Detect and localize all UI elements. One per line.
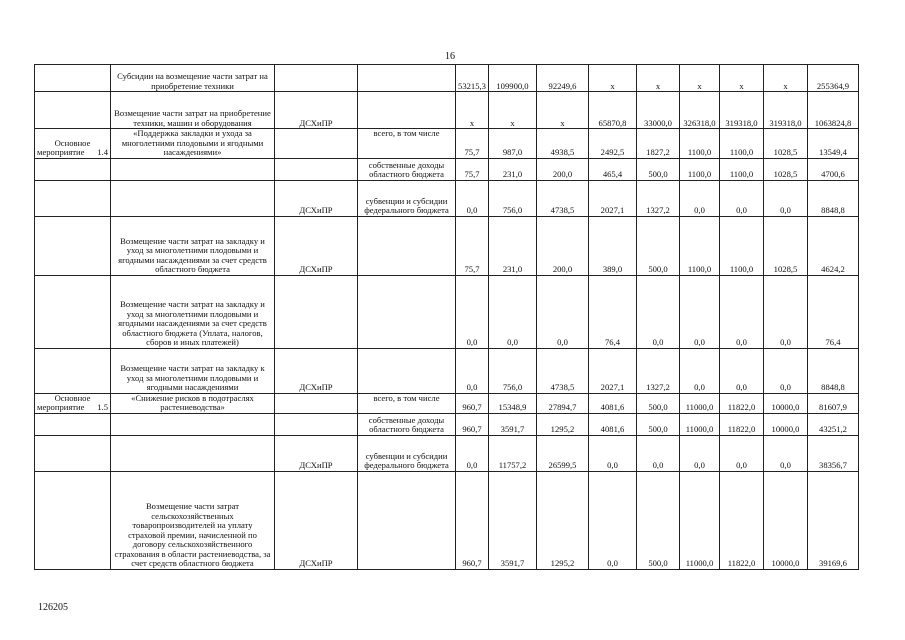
page-number: 16	[445, 51, 455, 62]
value-cell: 76,4	[808, 275, 859, 348]
description-cell: Субсидии на возмещение части затрат на приобретение техники	[111, 65, 275, 92]
executor-cell: ДСХиПР	[275, 216, 358, 275]
value-cell: 1028,5	[764, 216, 808, 275]
value-cell: 0,0	[720, 348, 764, 393]
value-cell: 231,0	[489, 158, 537, 180]
value-cell: 319318,0	[720, 92, 764, 129]
table-row	[35, 471, 859, 569]
value-cell: 43251,2	[808, 413, 859, 435]
value-cell: 1028,5	[764, 129, 808, 159]
value-cell: 500,0	[637, 216, 680, 275]
source-cell: субвенции и субсидии федерального бюджета	[358, 435, 456, 471]
value-cell: 500,0	[637, 413, 680, 435]
description-cell: «Поддержка закладки и ухода за многолетними плодовыми и ягодными насаждениями»	[111, 129, 275, 159]
value-cell: x	[720, 65, 764, 92]
executor-cell	[275, 65, 358, 92]
value-cell: 1327,2	[637, 348, 680, 393]
value-cell: 0,0	[720, 180, 764, 216]
value-cell: 231,0	[489, 216, 537, 275]
source-cell	[358, 65, 456, 92]
value-cell: 200,0	[537, 158, 589, 180]
value-cell: x	[680, 65, 720, 92]
value-cell: 1100,0	[720, 129, 764, 159]
value-cell: 0,0	[456, 180, 489, 216]
value-cell: 75,7	[456, 158, 489, 180]
description-cell: Возмещение части затрат сельскохозяйственных товаропроизводителей на уплату страховой премии, начисленной по договору сельскохозяйственного страхования в области растениеводства, за счет средств областного бюджета	[111, 471, 275, 569]
value-cell: 0,0	[589, 435, 637, 471]
value-cell: 1100,0	[720, 216, 764, 275]
value-cell: 11000,0	[680, 393, 720, 413]
executor-cell: ДСХиПР	[275, 435, 358, 471]
value-cell: 960,7	[456, 393, 489, 413]
executor-cell	[275, 129, 358, 159]
value-cell: x	[589, 65, 637, 92]
value-cell: 38356,7	[808, 435, 859, 471]
value-cell: 33000,0	[637, 92, 680, 129]
value-cell: 11822,0	[720, 471, 764, 569]
table-row	[35, 393, 859, 413]
value-cell: 11000,0	[680, 471, 720, 569]
source-cell: субвенции и субсидии федерального бюджета	[358, 180, 456, 216]
source-cell: всего, в том числе	[358, 393, 456, 413]
source-cell: собственные доходы областного бюджета	[358, 413, 456, 435]
value-cell: 500,0	[637, 158, 680, 180]
value-cell: 2492,5	[589, 129, 637, 159]
value-cell: 0,0	[637, 275, 680, 348]
value-cell: 0,0	[764, 348, 808, 393]
value-cell: 75,7	[456, 216, 489, 275]
value-cell: 3591,7	[489, 471, 537, 569]
table-row	[35, 92, 859, 129]
table-row	[35, 65, 859, 92]
value-cell: 987,0	[489, 129, 537, 159]
value-cell: 11822,0	[720, 413, 764, 435]
value-cell: 15348,9	[489, 393, 537, 413]
value-cell: 4738,5	[537, 180, 589, 216]
value-cell: 1827,2	[637, 129, 680, 159]
activity-cell	[35, 216, 111, 275]
table-row	[35, 275, 859, 348]
value-cell: 0,0	[764, 275, 808, 348]
value-cell: x	[764, 65, 808, 92]
value-cell: 0,0	[456, 348, 489, 393]
value-cell: 255364,9	[808, 65, 859, 92]
activity-cell	[35, 180, 111, 216]
description-cell	[111, 435, 275, 471]
value-cell: x	[637, 65, 680, 92]
value-cell: 465,4	[589, 158, 637, 180]
executor-cell	[275, 275, 358, 348]
description-cell	[111, 158, 275, 180]
value-cell: 10000,0	[764, 393, 808, 413]
value-cell: 0,0	[720, 275, 764, 348]
value-cell: 2027,1	[589, 348, 637, 393]
value-cell: 0,0	[680, 275, 720, 348]
value-cell: 92249,6	[537, 65, 589, 92]
table-row	[35, 348, 859, 393]
value-cell: 0,0	[456, 275, 489, 348]
value-cell: 13549,4	[808, 129, 859, 159]
source-cell: всего, в том числе	[358, 129, 456, 159]
value-cell: 65870,8	[589, 92, 637, 129]
value-cell: x	[489, 92, 537, 129]
source-cell	[358, 275, 456, 348]
description-cell: Возмещение части затрат на закладку и уход за многолетними плодовыми и ягодными насаждениями за счет средств областного бюджета (Уплата, налогов, сборов и иных платежей)	[111, 275, 275, 348]
value-cell: 4081,6	[589, 413, 637, 435]
description-cell: «Снижение рисков в подотраслях растениеводства»	[111, 393, 275, 413]
value-cell: 0,0	[637, 435, 680, 471]
value-cell: 10000,0	[764, 471, 808, 569]
executor-cell	[275, 158, 358, 180]
value-cell: 960,7	[456, 413, 489, 435]
executor-cell: ДСХиПР	[275, 180, 358, 216]
executor-cell	[275, 393, 358, 413]
value-cell: x	[537, 92, 589, 129]
activity-cell	[35, 65, 111, 92]
value-cell: 0,0	[456, 435, 489, 471]
value-cell: 0,0	[680, 435, 720, 471]
value-cell: 8848,8	[808, 348, 859, 393]
value-cell: 1100,0	[680, 158, 720, 180]
source-cell	[358, 216, 456, 275]
value-cell: 4624,2	[808, 216, 859, 275]
value-cell: 81607,9	[808, 393, 859, 413]
activity-cell	[35, 413, 111, 435]
executor-cell	[275, 413, 358, 435]
executor-cell: ДСХиПР	[275, 471, 358, 569]
activity-cell: Основное мероприятие 1.4	[35, 129, 111, 159]
description-cell	[111, 180, 275, 216]
executor-cell: ДСХиПР	[275, 92, 358, 129]
value-cell: 4700,6	[808, 158, 859, 180]
value-cell: 4938,5	[537, 129, 589, 159]
activity-cell	[35, 348, 111, 393]
value-cell: 326318,0	[680, 92, 720, 129]
value-cell: 1100,0	[720, 158, 764, 180]
executor-cell: ДСХиПР	[275, 348, 358, 393]
activity-cell	[35, 471, 111, 569]
value-cell: 960,7	[456, 471, 489, 569]
value-cell: 319318,0	[764, 92, 808, 129]
description-cell	[111, 413, 275, 435]
value-cell: 0,0	[589, 471, 637, 569]
value-cell: 75,7	[456, 129, 489, 159]
footer-code: 126205	[38, 602, 68, 613]
table-row	[35, 180, 859, 216]
value-cell: 10000,0	[764, 413, 808, 435]
value-cell: 3591,7	[489, 413, 537, 435]
value-cell: 0,0	[720, 435, 764, 471]
description-cell: Возмещение части затрат на приобретение техники, машин и оборудования	[111, 92, 275, 129]
table-row	[35, 435, 859, 471]
table-row	[35, 413, 859, 435]
table-row	[35, 158, 859, 180]
table-row	[35, 216, 859, 275]
value-cell: 0,0	[764, 435, 808, 471]
value-cell: 1028,5	[764, 158, 808, 180]
value-cell: 11822,0	[720, 393, 764, 413]
value-cell: 1295,2	[537, 471, 589, 569]
value-cell: 0,0	[537, 275, 589, 348]
value-cell: 500,0	[637, 393, 680, 413]
source-cell	[358, 471, 456, 569]
value-cell: 4081,6	[589, 393, 637, 413]
value-cell: 0,0	[764, 180, 808, 216]
value-cell: 4738,5	[537, 348, 589, 393]
value-cell: 109900,0	[489, 65, 537, 92]
activity-cell	[35, 158, 111, 180]
value-cell: x	[456, 92, 489, 129]
value-cell: 8848,8	[808, 180, 859, 216]
value-cell: 0,0	[489, 275, 537, 348]
value-cell: 756,0	[489, 180, 537, 216]
source-cell: собственные доходы областного бюджета	[358, 158, 456, 180]
value-cell: 756,0	[489, 348, 537, 393]
activity-cell	[35, 92, 111, 129]
activity-cell: Основное мероприятие 1.5	[35, 393, 111, 413]
value-cell: 53215,3	[456, 65, 489, 92]
value-cell: 39169,6	[808, 471, 859, 569]
budget-table	[34, 64, 859, 570]
value-cell: 27894,7	[537, 393, 589, 413]
value-cell: 500,0	[637, 471, 680, 569]
description-cell: Возмещение части затрат на закладку к уход за многолетними плодовыми и ягодными насаждениями	[111, 348, 275, 393]
value-cell: 0,0	[680, 180, 720, 216]
value-cell: 1295,2	[537, 413, 589, 435]
description-cell: Возмещение части затрат на закладку и уход за многолетними плодовыми и ягодными насаждениями за счет средств областного бюджета	[111, 216, 275, 275]
value-cell: 200,0	[537, 216, 589, 275]
source-cell	[358, 92, 456, 129]
activity-cell	[35, 275, 111, 348]
value-cell: 11000,0	[680, 413, 720, 435]
value-cell: 389,0	[589, 216, 637, 275]
value-cell: 0,0	[680, 348, 720, 393]
table-row	[35, 129, 859, 159]
value-cell: 1327,2	[637, 180, 680, 216]
value-cell: 26599,5	[537, 435, 589, 471]
value-cell: 76,4	[589, 275, 637, 348]
value-cell: 1063824,8	[808, 92, 859, 129]
activity-cell	[35, 435, 111, 471]
value-cell: 1100,0	[680, 216, 720, 275]
value-cell: 1100,0	[680, 129, 720, 159]
value-cell: 2027,1	[589, 180, 637, 216]
source-cell	[358, 348, 456, 393]
value-cell: 11757,2	[489, 435, 537, 471]
